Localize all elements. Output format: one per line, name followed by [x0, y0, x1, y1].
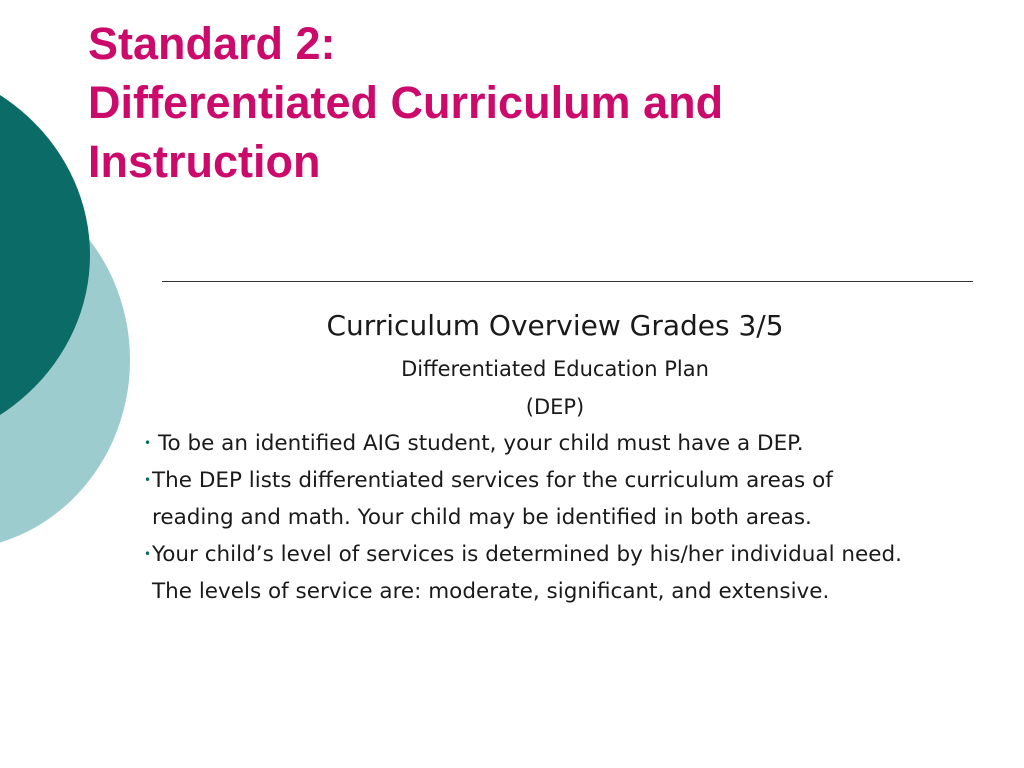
bullet-icon: •: [144, 436, 152, 450]
bullet-text: To be an identified AIG student, your child must have a DEP.: [158, 431, 804, 456]
bullet-icon: •: [144, 473, 152, 487]
bullet-text: Your child’s level of services is determined by his/her individual need. The levels of service are: moderate, significant, and extensive.: [152, 542, 902, 604]
bullet-list: [144, 425, 904, 610]
subtitle: Curriculum Overview Grades 3/5: [326, 309, 784, 342]
bullet-text: The DEP lists differentiated services for the curriculum areas of reading and math. Your child may be identified in both areas.: [152, 468, 833, 530]
plan-abbreviation: (DEP): [525, 395, 585, 419]
list-item: [144, 425, 904, 462]
bullet-icon: •: [144, 547, 152, 561]
divider-line: [162, 281, 973, 282]
plan-name: Differentiated Education Plan: [401, 357, 709, 381]
title-line-3: Instruction: [88, 136, 321, 187]
title-line-2: Differentiated Curriculum and: [88, 77, 724, 128]
list-item: [144, 462, 904, 536]
slide-title: [88, 14, 988, 191]
title-line-1: Standard 2:: [88, 18, 336, 69]
list-item: [144, 536, 904, 610]
